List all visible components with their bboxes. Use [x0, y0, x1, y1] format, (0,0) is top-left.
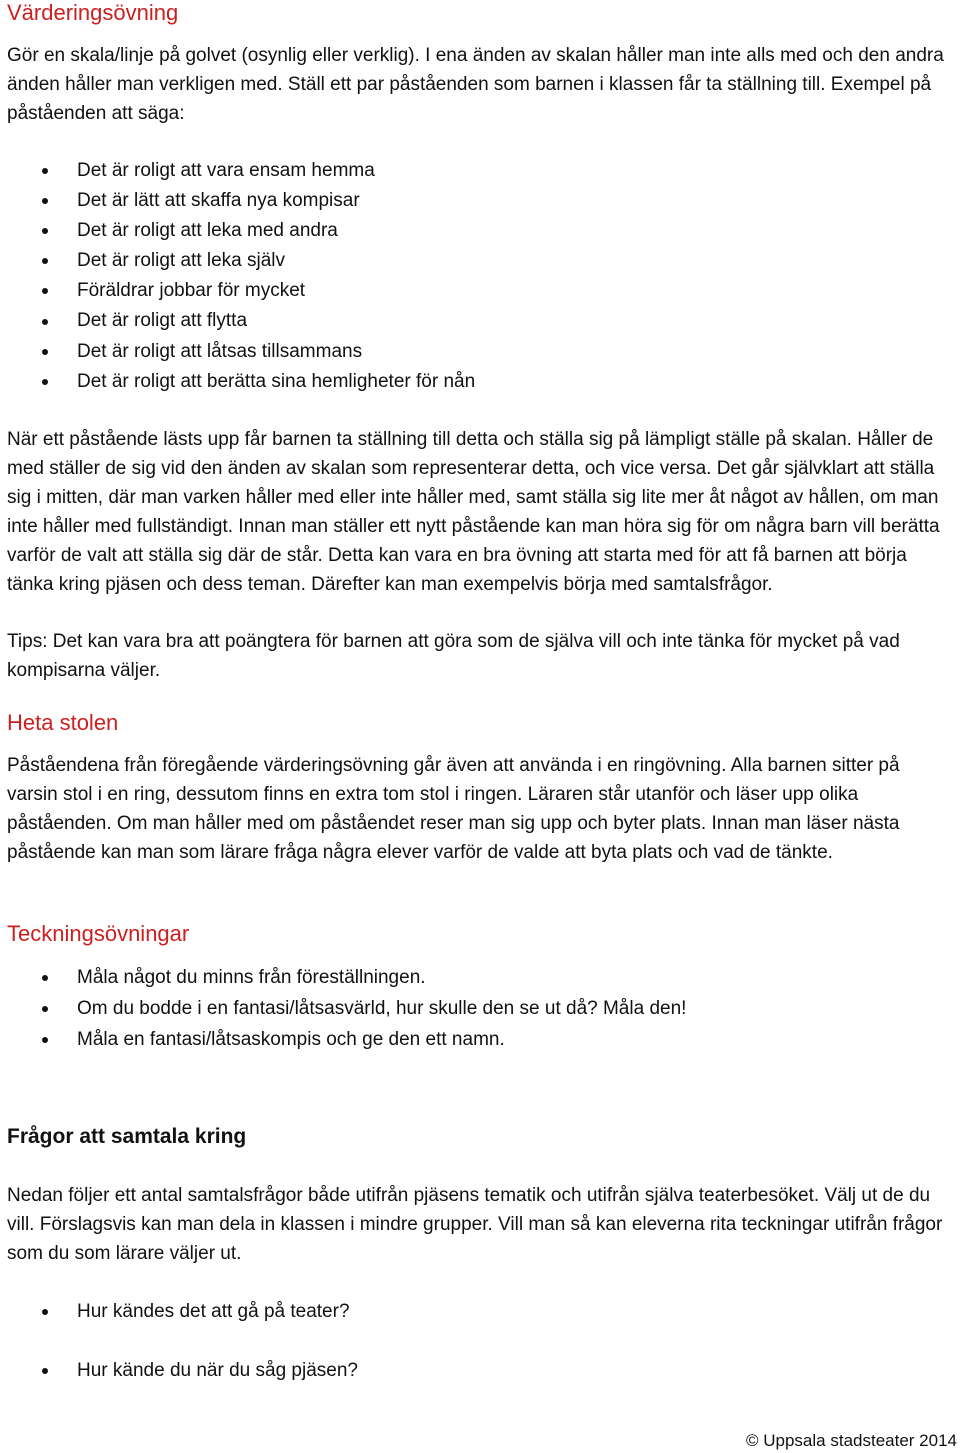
copyright-footer: © Uppsala stadsteater 2014 — [746, 1431, 957, 1450]
section-heading-teckningsovningar: Teckningsövningar — [7, 921, 190, 946]
list-item: Om du bodde i en fantasi/låtsasvärld, hur skulle den se ut då? Måla den! — [7, 993, 686, 1024]
list-item: Det är roligt att låtsas tillsammans — [7, 337, 475, 367]
questions-intro-paragraph: Nedan följer ett antal samtalsfrågor både utifrån pjäsens tematik och utifrån själva teaterbesöket. Välj ut de du vill. Förslagsvis kan man dela in klassen i mindre grupper. Vill man så kan eleverna rita teckningar utifrån frågor som du som lärare väljer ut. — [7, 1185, 943, 1264]
list-item: Det är lätt att skaffa nya kompisar — [7, 186, 475, 216]
list-item: Det är roligt att leka själv — [7, 246, 475, 276]
intro-paragraph: Gör en skala/linje på golvet (osynlig eller verklig). I ena änden av skalan håller man inte alls med och den andra änden håller man verkligen med. Ställ ett par påståenden som barnen i klassen får ta ställning till. Exempel på påståenden att säga: — [7, 45, 944, 124]
list-item: Föräldrar jobbar för mycket — [7, 276, 475, 306]
list-item: Det är roligt att leka med andra — [7, 216, 475, 246]
section-heading-fragor: Frågor att samtala kring — [7, 1125, 247, 1148]
question-list — [7, 1282, 358, 1400]
list-item: Hur kände du när du såg pjäsen? — [7, 1341, 358, 1400]
instructions-paragraph: När ett påstående lästs upp får barnen ta ställning till detta och ställa sig på lämpligt ställe på skalan. Håller de med ställer de sig vid den änden av skalan som representerar detta, och vice versa. Det går självklart att ställa sig i mitten, där man varken håller med eller inte håller med, samt ställa sig lite mer åt något av hållen, om man inte håller med fullständigt. Innan man ställer ett nytt påstående kan man höra sig för om några barn vill berätta varför de valt att ställa sig där de står. Detta kan vara en bra övning att starta med för att få barnen att börja tänka kring pjäsen och dess teman. Därefter kan man exempelvis börja med samtalsfrågor. — [7, 429, 940, 595]
list-item: Hur kändes det att gå på teater? — [7, 1282, 358, 1341]
drawing-exercise-list — [7, 962, 686, 1055]
list-item: Det är roligt att vara ensam hemma — [7, 156, 475, 186]
statement-list — [7, 156, 475, 397]
list-item: Det är roligt att flytta — [7, 306, 475, 336]
list-item: Måla en fantasi/låtsaskompis och ge den ett namn. — [7, 1024, 686, 1055]
list-item: Måla något du minns från föreställningen. — [7, 962, 686, 993]
list-item: Det är roligt att berätta sina hemligheter för nån — [7, 367, 475, 397]
heta-stolen-paragraph: Påståendena från föregående värderingsövning går även att använda i en ringövning. Alla barnen sitter på varsin stol i en ring, dessutom finns en extra tom stol i ringen. Läraren står utanför och läser upp olika påståenden. Om man håller med om påståendet reser man sig upp och byter plats. Innan man läser nästa påstående kan man som lärare fråga några elever varför de valde att byta plats och vad de tänkte. — [7, 755, 900, 863]
tip-paragraph: Tips: Det kan vara bra att poängtera för barnen att göra som de själva vill och inte tänka för mycket på vad kompisarna väljer. — [7, 631, 900, 681]
section-heading-varderingsovning: Värderingsövning — [7, 0, 179, 25]
section-heading-heta-stolen: Heta stolen — [7, 710, 119, 735]
